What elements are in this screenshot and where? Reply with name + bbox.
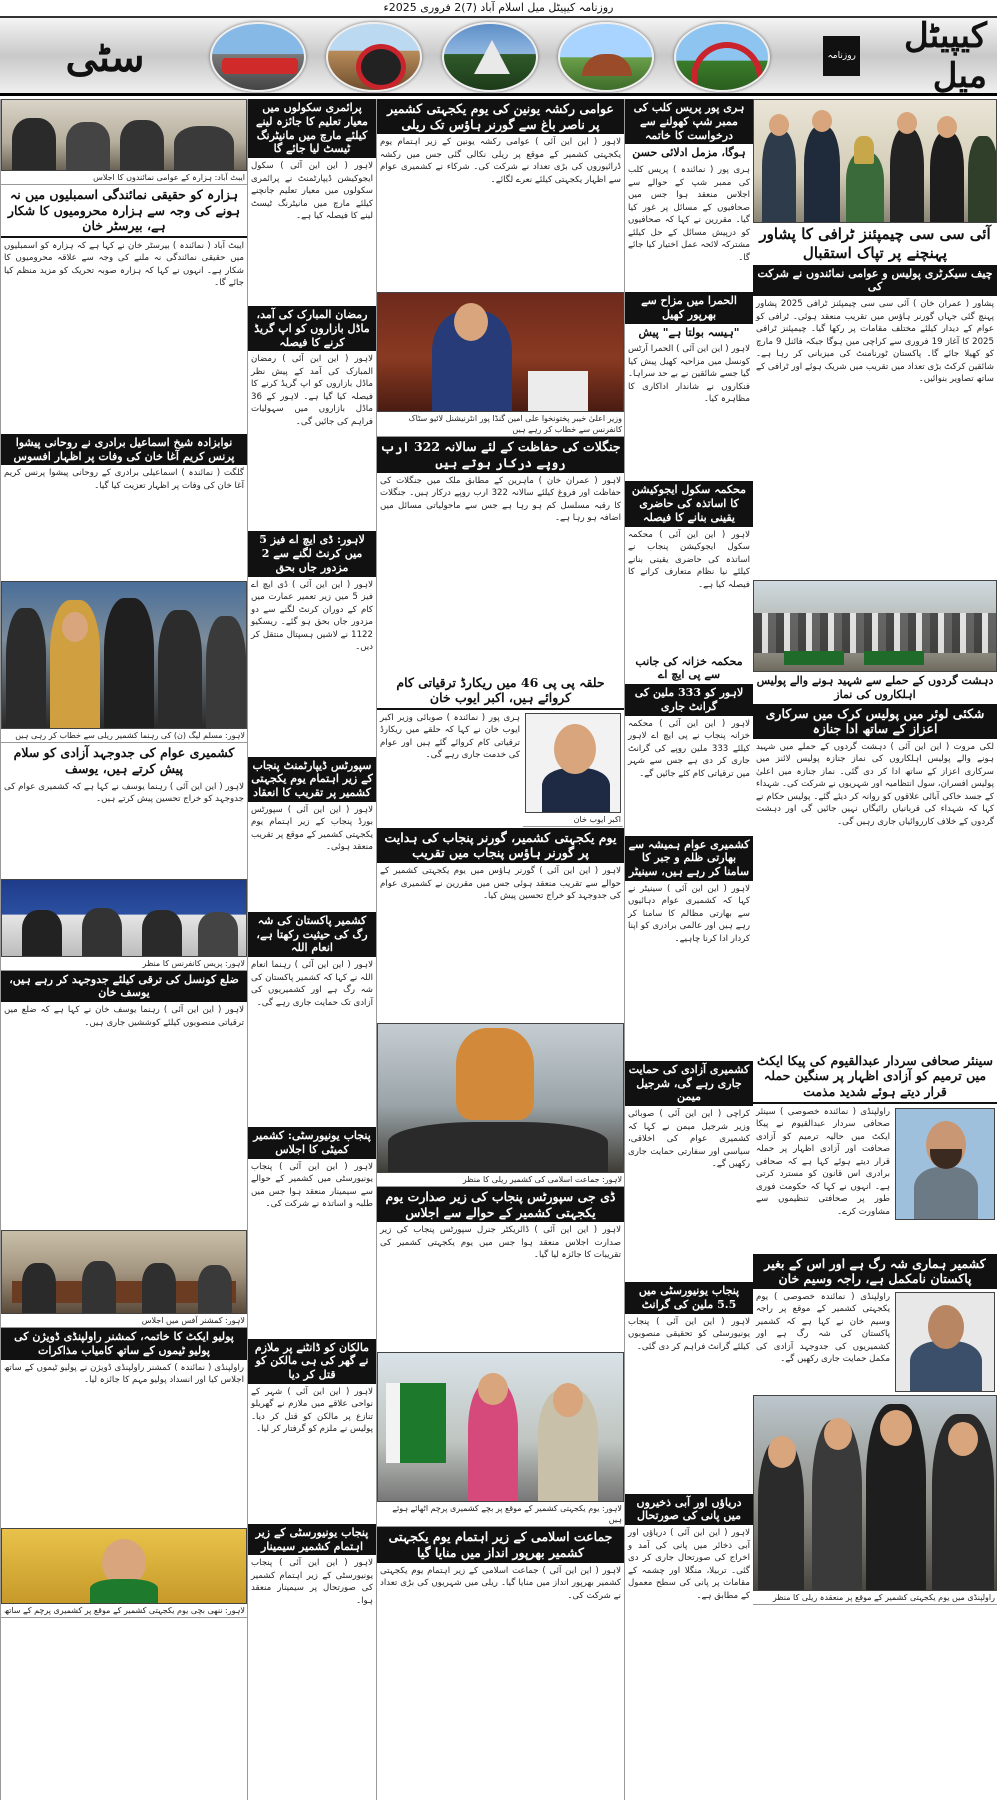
newspaper-logo <box>817 16 987 96</box>
headline-peca-act: سینئر صحافی سردار عبدالقیوم کی پیکا ایکٹ میں ترمیم کو آزادی اظہار پر سنگین حملہ قرار دیتے ہوئے شدید مذمت <box>753 1051 997 1104</box>
headline-alhamra: الحمرا میں مزاح سے بھرپور کھیل <box>625 292 753 324</box>
article-finance-grant: لاہور ( این این آئی ) محکمہ خزانہ پنجاب نے پی ایچ اے لاہور کیلئے 333 ملین روپے کی گرانٹ جاری کر دی ہے جس سے شہر میں ترقیاتی کام کئے جائیں گے۔ <box>628 718 751 779</box>
subhead-trophy: چیف سیکرٹری پولیس و عوامی نمائندوں نے شرکت کی <box>753 265 997 297</box>
article-inaamullah: لاہور ( این این آئی ) رہنما انعام اللہ نے کہا کہ کشمیر پاکستان کی شہ رگ ہے اور کشمیریوں کی آزادی تک حمایت جاری رہے گی۔ <box>251 960 373 1008</box>
journalist-portrait <box>895 1108 995 1220</box>
article-kashmir-wasim: راولپنڈی ( نمائندہ خصوصی ) یوم یکجہتی کشمیر کے موقع پر راجہ وسیم خان نے کہا ہے کہ کشمیر پاکستان کی شہ رگ ہے اور کشمیریوں کی جدوجہد آزادی کی مکمل حمایت جاری رکھیں گے۔ <box>756 1291 890 1365</box>
column-5 <box>753 99 997 1800</box>
kashmir-rally-photo <box>753 1395 997 1591</box>
headline-hazara: ہزارہ کو حقیقی نمائندگی اسمبلیوں میں نہ ہونے کی وجہ سے ہزارہ محرومیوں کا شکار ہے، بیرسٹر خان <box>1 185 247 238</box>
masthead <box>0 16 997 96</box>
subhead-alhamra: "ہیسہ بولتا ہے" پیش <box>638 325 740 339</box>
pmln-rally-photo <box>1 581 247 729</box>
article-university-seminar: لاہور ( این این آئی ) پنجاب یونیورسٹی میں کشمیر کے حوالے سے سیمینار منعقد ہوا جس میں طلبہ و اساتذہ نے شرکت کی۔ <box>251 1161 373 1209</box>
landmark-banner <box>200 20 780 94</box>
children-flags-photo <box>377 1352 624 1502</box>
headline-finance-grant: محکمہ خزانہ کی جانب سے پی ایچ اے <box>635 654 743 682</box>
article-dha-electrocution: لاہور ( این این آئی ) ڈی ایچ اے فیز 5 میں زیر تعمیر عمارت میں کام کے دوران کرنٹ لگنے سے دو مزدور جاں بحق ہو گئے۔ ریسکیو 1122 نے لاشیں ہسپتال منتقل کر دیں۔ <box>251 579 373 652</box>
headline-water-levels: دریاؤں اور آبی ذخیروں میں پانی کی صورتحال <box>625 1494 753 1526</box>
article-alhamra: لاہور ( این این آئی ) الحمرا آرٹس کونسل میں مزاحیہ کھیل پیش کیا گیا جسے شائقین نے بے حد سراہا۔ فنکاروں نے شاندار اداکاری کا مظاہرہ کیا۔ <box>628 344 750 405</box>
subhead-finance-grant: لاہور کو 333 ملین کی گرانٹ جاری <box>625 684 753 716</box>
logo-badge: روزنامہ <box>823 36 860 76</box>
headline-university-grant: پنجاب یونیورسٹی میں 5.5 ملین کی گرانٹ <box>625 1282 753 1314</box>
headline-kashmir-yousuf: کشمیری عوام کی جدوجہد آزادی کو سلام پیش کرتے ہیں، یوسف <box>13 745 235 776</box>
headline-rickshaw-rally: عوامی رکشہ یونین کی یوم یکجہتی کشمیر پر ناصر باغ سے گورنر ہاؤس تک ریلی <box>377 99 624 134</box>
caption-child-flag: لاہور: ننھی بچی یوم یکجہتی کشمیر کے موقع پر کشمیری پرچم کے ساتھ <box>1 1604 247 1618</box>
headline-trophy: آئی سی سی چیمپئنز ٹرافی کا پشاور پہنچنے پر تپاک استقبال <box>759 225 991 262</box>
column-4 <box>624 99 753 1800</box>
article-sharjeel: کراچی ( این این آئی ) صوبائی وزیر شرجیل میمن نے کہا کہ کشمیری عوام کی اخلاقی، سیاسی اور سفارتی حمایت جاری رکھیں گے۔ <box>628 1109 750 1169</box>
funeral-photo <box>753 580 997 672</box>
dateline: روزنامہ کیپیٹل میل اسلام آباد (7)2 فروری 2025ء <box>383 1 614 14</box>
headline-funeral: شکئی لوئر میں پولیس کرک میں سرکاری اعزاز کے ساتھ ادا جنازہ <box>753 704 997 739</box>
headline-yousuf-khan: ضلع کونسل کی ترقی کیلئے جدوجہد کر رہے ہیں، یوسف خان <box>1 971 247 1003</box>
akbar-ayub-portrait <box>525 713 621 813</box>
trophy-photo <box>753 99 997 223</box>
article-trophy: پشاور ( عمران خان ) آئی سی سی چیمپئنز ٹرافی 2025 پشاور پہنچ گئی جہاں گورنر ہاؤس میں تقریب منعقد ہوئی۔ ٹرافی کو عوام کے دیدار کیلئے مختلف مقامات پر رکھا گیا۔ چیمپئنز ٹرافی 2025 کا آغاز 19 فروری سے کراچی میں ہوگا جبکہ فائنل 9 مارچ کو کھیلا جائے گا۔ پاکستان ٹورنامنٹ کی میزبانی کر رہا ہے۔ شائقین کرکٹ بڑی تعداد میں تقریب میں شریک ہوئے اور ٹرافی کے ساتھ تصاویر بنوائیں۔ <box>756 299 994 384</box>
subhead-funeral: دہشت گردوں کے حملے سے شہید ہونے والے پولیس اہلکاروں کی نماز <box>756 674 994 701</box>
headline-sharjeel: کشمیری آزادی کی حمایت جاری رہے گی، شرجیل میمن <box>625 1061 753 1106</box>
headline-kashmir-senator: کشمیری عوام ہمیشہ سے بھارتی ظلم و جبر کا سامنا کر رہے ہیں، سینیٹر <box>625 836 753 881</box>
article-yousuf-khan: لاہور ( این این آئی ) رہنما یوسف خان نے کہا ہے کہ ضلع میں ترقیاتی منصوبوں کیلئے کوششیں جاری ہیں۔ <box>4 1005 244 1028</box>
article-kashmir-yousuf: لاہور ( این این آئی ) رہنما یوسف نے کہا ہے کہ کشمیری عوام کی جدوجہد کو خراج تحسین پیش کرتے ہیں۔ <box>4 781 244 805</box>
basket-photo <box>377 1023 624 1173</box>
caption-pmln-rally: لاہور: مسلم لیگ (ن) کی رہنما کشمیر ریلی سے خطاب کر رہی ہیں <box>1 729 247 743</box>
article-dg-sports: لاہور ( این این آئی ) ڈائریکٹر جنرل سپورٹس پنجاب کی زیر صدارت اجلاس منعقد ہوا جس میں یوم یکجہتی کشمیر کی تقریبات کا جائزہ لیا گیا۔ <box>380 1225 621 1261</box>
caption-chief-minister: وزیر اعلیٰ خیبر پختونخوا علی امین گنڈا پور انٹرنیشنل لائیو سٹاک کانفرنس سے خطاب کر رہے ہیں <box>377 412 624 437</box>
caption-kashmir-rally: راولپنڈی میں یوم یکجہتی کشمیر کے موقع پر منعقدہ ریلی کا منظر <box>753 1591 997 1605</box>
headline-kashmir-seminar: پنجاب یونیورسٹی کے زیر اہتمام کشمیر سیمینار <box>248 1524 376 1556</box>
chief-minister-photo <box>377 292 624 412</box>
article-peca-act: راولپنڈی ( نمائندہ خصوصی ) سینئر صحافی سردار عبدالقیوم نے پیکا ایکٹ میں حالیہ ترمیم کو آزادی صحافت اور آزادی اظہار پر حملہ قرار دیتے ہوئے کہا ہے کہ صحافی برادری اس قانون کو مسترد کرتی ہے۔ انہوں نے کہا کہ حکومت فوری طور پر صحافتی تنظیموں سے مشاورت کرے۔ <box>756 1106 890 1217</box>
article-polio-act: راولپنڈی ( نمائندہ ) کمشنر راولپنڈی ڈویژن نے پولیو ٹیموں کے ساتھ اجلاس کیا اور انسداد پولیو مہم کا جائزہ لیا۔ <box>4 1362 244 1386</box>
column-2 <box>247 99 376 1800</box>
headline-press-club: ہری پور پریس کلب کی ممبر شپ کھولنے سے درخواست کا خاتمہ <box>625 99 753 144</box>
article-university-grant: لاہور ( این این آئی ) پنجاب یونیورسٹی کو تحقیقی منصوبوں کیلئے گرانٹ فراہم کر دی گئی۔ <box>628 1316 750 1352</box>
meeting-photo <box>1 99 247 171</box>
headline-dg-sports: ڈی جی سپورٹس پنجاب کی زیر صدارت یوم یکجہتی کشمیر کے حوالے سے اجلاس <box>377 1187 624 1222</box>
politician-portrait <box>895 1292 995 1392</box>
monument-landmark-icon <box>558 22 654 92</box>
headline-forests: جنگلات کی حفاظت کے لئے سالانہ 322 ارب روپے درکار ہوتے ہیں <box>377 437 624 472</box>
headline-university-seminar: پنجاب یونیورسٹی: کشمیر کمیٹی کا اجلاس <box>248 1127 376 1159</box>
subhead-press-club: ہوگا، مزمل ادلائی حسن <box>632 146 746 160</box>
article-water-levels: لاہور ( این این آئی ) دریاؤں اور آبی ذخائر میں پانی کی آمد و اخراج کی صورتحال جاری کر دی گئی۔ تربیلا، منگلا اور چشمہ کے مقامات پر پانی کی سطح معمول کے مطابق ہے۔ <box>628 1528 750 1601</box>
article-kashmir-senator: لاہور ( این این آئی ) سینیٹر نے کہا کہ کشمیری عوام دہائیوں سے بھارتی مظالم کا سامنا کر رہے ہیں اور عالمی برادری کو اپنا کردار ادا کرنا چاہیے۔ <box>628 883 750 944</box>
headline-model-bazaars: رمضان المبارک کی آمد، ماڈل بازاروں کو اپ گریڈ کرنے کا فیصلہ <box>248 306 376 351</box>
column-1 <box>0 99 247 1800</box>
headline-polio-act: پولیو ایکٹ کا خاتمہ، کمشنر راولپنڈی ڈویژن کی پولیو ٹیموں کے ساتھ کامیاب مذاکرات <box>1 1328 247 1360</box>
caption-akbar-ayub: اکبر ایوب خان <box>523 813 623 827</box>
bridge-landmark-icon <box>674 22 770 92</box>
child-flag-photo <box>1 1528 247 1604</box>
caption-meeting: ایبٹ آباد: ہزارہ کے عوامی نمائندوں کا اجلاس <box>1 171 247 185</box>
article-press-club: ہری پور ( نمائندہ ) پریس کلب کی ممبر شپ کے حوالے سے اجلاس منعقد ہوا جس میں صحافیوں کے مسائل پر غور کیا گیا۔ مقررین نے کہا کہ صحافیوں کو درپیش مسائل کے حل کیلئے مشترکہ لائحہ عمل اختیار کیا جائے گا۔ <box>628 165 750 263</box>
article-funeral: لکی مروت ( این این آئی ) دہشت گردوں کے حملے میں شہید ہونے والے پولیس اہلکاروں کی نماز جنازہ پولیس لائنز میں سرکاری اعزاز کے ساتھ ادا کر دی گئی۔ نماز جنازہ میں اعلیٰ پولیس افسران، سول انتظامیہ اور شہریوں نے شرکت کی۔ شہداء کے جسد خاکی آبائی علاقوں کو روانہ کر دیئے گئے۔ پولیس حکام نے کہا کہ شہداء کی قربانیاں رائیگاں نہیں جائیں گی اور دہشت گردوں کے خلاف کارروائیاں جاری رہیں گی۔ <box>756 741 994 827</box>
article-jamaat-islami: لاہور ( این این آئی ) جماعت اسلامی کے زیر اہتمام یوم یکجہتی کشمیر بھرپور انداز میں منایا گیا۔ ریلی میں شہریوں کی بڑی تعداد نے شرکت کی۔ <box>380 1565 621 1601</box>
article-hazara: ایبٹ آباد ( نمائندہ ) بیرسٹر خان نے کہا ہے کہ ہزارہ کو اسمبلیوں میں حقیقی نمائندگی نہ ملنے کی وجہ سے علاقہ محرومیوں کا شکار ہے۔ انہوں نے کہا کہ ہزارہ صوبہ تحریک کو مزید منظم کیا جائے گا۔ <box>4 240 244 289</box>
section-title: سٹی <box>65 34 145 81</box>
article-model-bazaars: لاہور ( این این آئی ) رمضان المبارک کی آمد کے پیش نظر ماڈل بازاروں کو اپ گریڈ کرنے کا فیصلہ کیا گیا ہے۔ لاہور کے 36 ماڈل بازاروں میں سہولیات فراہم کی جائیں گی۔ <box>251 354 373 427</box>
headline-dha-electrocution: لاہور: ڈی ایچ اے فیز 5 میں کرنٹ لگنے سے 2 مزدور جاں بحق <box>248 531 376 576</box>
column-3 <box>376 99 624 1800</box>
headline-governor-house: یوم یکجہتی کشمیر، گورنر پنجاب کی ہدایت پر گورنر ہاؤس پنجاب میں تقریب <box>377 828 624 863</box>
headline-sports-department: سپورٹس ڈیپارٹمنٹ پنجاب کے زیر اہتمام یوم یکجہتی کشمیر پر تقریب کا انعقاد <box>248 757 376 802</box>
headline-akbar-ayub: حلقہ پی پی 46 میں ریکارڈ ترقیاتی کام کروائے ہیں، اکبر ایوب خان <box>377 673 624 710</box>
article-rickshaw-rally: لاہور ( این این آئی ) عوامی رکشہ یونین کے زیر اہتمام یوم یکجہتی کشمیر کے موقع پر ریلی نکالی گئی جس میں رکشہ ڈرائیوروں کی بڑی تعداد نے شرکت کی۔ شرکاء نے کشمیری عوام سے اظہار یکجہتی کیلئے نعرے لگائے۔ <box>380 137 621 185</box>
newspaper-page <box>0 99 997 1800</box>
mosque-landmark-icon <box>442 22 538 92</box>
headline-servant-murder: مالکان کو ڈانٹنے پر ملازم نے گھر کی ہی مالکن کو قتل کر دیا <box>248 1339 376 1384</box>
article-kashmir-seminar: لاہور ( این این آئی ) پنجاب یونیورسٹی کے زیر اہتمام کشمیر کی صورتحال پر سیمینار منعقد ہوا۔ <box>251 1558 373 1606</box>
logo-title: کیپیٹل میل <box>904 16 987 96</box>
commissioner-meeting-photo <box>1 1230 247 1314</box>
headline-kashmir-wasim: کشمیر ہماری شہ رگ ہے اور اس کے بغیر پاکستان نامکمل ہے، راجہ وسیم خان <box>753 1254 997 1289</box>
article-servant-murder: لاہور ( این این آئی ) شہر کے نواحی علاقے میں ملازم نے گھریلو تنازع پر مالکن کو قتل کر دیا۔ پولیس نے ملزم کو گرفتار کر لیا۔ <box>251 1386 373 1435</box>
caption-press-conference: لاہور: پریس کانفرنس کا منظر <box>1 957 247 971</box>
article-akbar-ayub: ہری پور ( نمائندہ ) صوبائی وزیر اکبر ایوب خان نے کہا کہ حلقے میں ریکارڈ ترقیاتی کام کروائے گئے ہیں اور عوام کی خدمت جاری رہے گی۔ <box>380 712 520 761</box>
article-governor-house: لاہور ( این این آئی ) گورنر ہاؤس میں یوم یکجہتی کشمیر کے حوالے سے تقریب منعقد ہوئی جس میں مقررین نے کشمیری عوام کی جدوجہد کو خراج تحسین پیش کیا۔ <box>380 866 621 901</box>
headline-inaamullah: کشمیر پاکستان کی شہ رگ کی حیثیت رکھتا ہے، انعام اللہ <box>248 912 376 957</box>
locomotive-icon <box>326 22 422 92</box>
article-forests: لاہور ( عمران خان ) ماہرین کے مطابق ملک میں جنگلات کی حفاظت اور فروغ کیلئے سالانہ 322 ارب روپے درکار ہیں۔ جنگلات کا رقبہ مسلسل کم ہو رہا ہے جس سے ماحولیاتی مسائل میں اضافہ ہو رہا ہے۔ <box>380 475 621 523</box>
metro-bus-icon <box>210 22 306 92</box>
headline-primary-schools: پرائمری سکولوں میں معیار تعلیم کا جائزہ لینے کیلئے مارچ میں مانیٹرنگ ٹیسٹ لیا جائے گا <box>248 99 376 158</box>
headline-aga-khan: نوابزادہ شیخ اسماعیل برادری نے روحانی پیشوا پرنس کریم آغا خان کی وفات پر اظہار افسوس <box>1 434 247 466</box>
press-conference-photo <box>1 879 247 957</box>
headline-jamaat-islami: جماعت اسلامی کے زیر اہتمام یوم یکجہتی کشمیر بھرپور انداز میں منایا گیا <box>377 1527 624 1562</box>
caption-children-flags: لاہور: یوم یکجہتی کشمیر کے موقع پر بچے کشمیری پرچم اٹھائے ہوئے ہیں <box>377 1502 624 1527</box>
article-aga-khan: گلگت ( نمائندہ ) اسماعیلی برادری کے روحانی پیشوا پرنس کریم آغا خان کی وفات پر اظہار تعزیت کیا گیا۔ <box>4 468 244 491</box>
caption-basket: لاہور: جماعت اسلامی کی کشمیر ریلی کا منظر <box>377 1173 624 1187</box>
article-school-education: لاہور ( این این آئی ) محکمہ سکول ایجوکیشن پنجاب نے اساتذہ کی حاضری یقینی بنانے کیلئے نیا نظام متعارف کرانے کا فیصلہ کیا ہے۔ <box>628 529 750 590</box>
headline-school-education: محکمہ سکول ایجوکیشن کا اساتذہ کی حاضری یقینی بنانے کا فیصلہ <box>625 481 753 526</box>
article-sports-department: لاہور ( این این آئی ) سپورٹس بورڈ پنجاب کے زیر اہتمام یوم یکجہتی کشمیر کے موقع پر تقریب منعقد ہوئی۔ <box>251 804 373 853</box>
caption-commissioner: لاہور: کمشنر آفس میں اجلاس <box>1 1314 247 1328</box>
article-primary-schools: لاہور ( این این آئی ) سکول ایجوکیشن ڈیپارٹمنٹ نے پرائمری سکولوں میں معیار تعلیم جانچنے کیلئے مارچ میں مانیٹرنگ ٹیسٹ لینے کا فیصلہ کیا ہے۔ <box>251 161 373 221</box>
